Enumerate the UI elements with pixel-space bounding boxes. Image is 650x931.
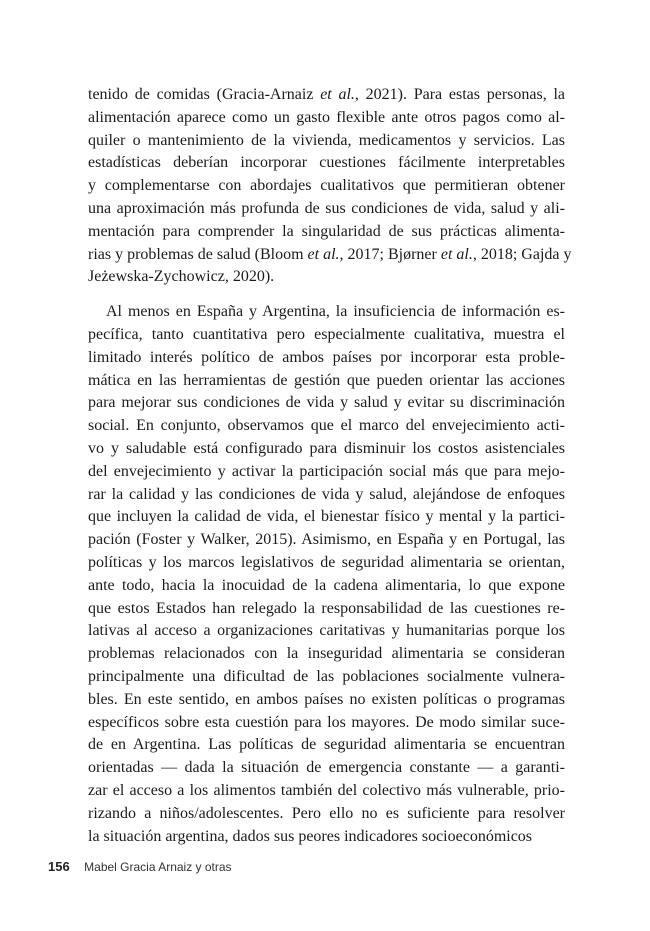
- text-line: para mejorar sus condiciones de vida y salud y evitar su discriminación: [88, 394, 565, 412]
- text-line: rar la calidad y las condiciones de vida y salud, alejándose de enfoques: [88, 485, 565, 503]
- text-line: estadísticas deberían incorporar cuestiones fácilmente interpretables: [88, 154, 565, 172]
- text-line: orientadas — dada la situación de emergencia constante — a garanti-: [88, 759, 565, 777]
- text-line: políticas y los marcos legislativos de seguridad alimentaria se orientan,: [88, 553, 565, 571]
- text-line: rizando a niños/adolescentes. Pero ello no es suficiente para resolver: [88, 804, 565, 822]
- text-line: Jeżewska-Zychowicz, 2020).: [88, 268, 275, 286]
- page-body: [88, 84, 572, 848]
- page-number: 156: [48, 859, 70, 874]
- text-line: específicos sobre esta cuestión para los mayores. De modo similar suce-: [88, 713, 565, 731]
- text-line: y complementarse con abordajes cualitativos que permitieran obtener: [88, 177, 565, 195]
- text-line: quiler o mantenimiento de la vivienda, medicamentos y servicios. Las: [88, 131, 565, 149]
- text-line: pecífica, tanto cuantitativa pero especialmente cualitativa, muestra el: [88, 325, 565, 343]
- paragraph-gap: [88, 289, 565, 301]
- paragraph: [88, 301, 565, 848]
- text-line: problemas relacionados con la inseguridad alimentaria se consideran: [88, 645, 565, 663]
- text-line: del envejecimiento y activar la participación social más que para mejo-: [88, 462, 565, 480]
- text-line: rias y problemas de salud (Bloom et al., 2017; Bjørner et al., 2018; Gajda y: [88, 245, 572, 263]
- text-line: la situación argentina, dados sus peores indicadores socioeconómicos: [88, 827, 533, 845]
- text-line: lativas al acceso a organizaciones caritativas y humanitarias porque los: [88, 622, 565, 640]
- text-line: social. En conjunto, observamos que el marco del envejecimiento acti-: [88, 417, 565, 435]
- page-footer: [48, 858, 232, 876]
- text-line: zar el acceso a los alimentos también del colectivo más vulnerable, prio-: [88, 781, 565, 799]
- text-line: bles. En este sentido, en ambos países no existen políticas o programas: [88, 690, 565, 708]
- text-line: ante todo, hacia la inocuidad de la cadena alimentaria, lo que expone: [88, 576, 565, 594]
- text-line: una aproximación más profunda de sus condiciones de vida, salud y ali-: [88, 199, 565, 217]
- paragraph: [88, 84, 572, 289]
- running-head: Mabel Gracia Arnaiz y otras: [84, 860, 232, 874]
- text-line: que estos Estados han relegado la responsabilidad de las cuestiones re-: [88, 599, 565, 617]
- text-line: limitado interés político de ambos países por incorporar esta proble-: [88, 348, 565, 366]
- text-line: tenido de comidas (Gracia-Arnaiz et al., 2021). Para estas personas, la: [88, 86, 566, 103]
- text-line: Al menos en España y Argentina, la insuficiencia de información es-: [106, 303, 565, 321]
- text-line: alimentación aparece como un gasto flexible ante otros pagos como al-: [88, 108, 565, 126]
- text-line: mentación para comprender la singularidad de sus prácticas alimenta-: [88, 222, 565, 240]
- text-line: vo y saludable está configurado para disminuir los costos asistenciales: [88, 439, 565, 457]
- text-line: pación (Foster y Walker, 2015). Asimismo, en España y en Portugal, las: [88, 531, 565, 549]
- text-line: mática en las herramientas de gestión que pueden orientar las acciones: [88, 371, 565, 389]
- text-line: que incluyen la calidad de vida, el bienestar físico y mental y la partici-: [88, 508, 565, 526]
- text-line: de en Argentina. Las políticas de seguridad alimentaria se encuentran: [88, 736, 565, 754]
- text-line: principalmente una dificultad de las poblaciones socialmente vulnera-: [88, 667, 565, 685]
